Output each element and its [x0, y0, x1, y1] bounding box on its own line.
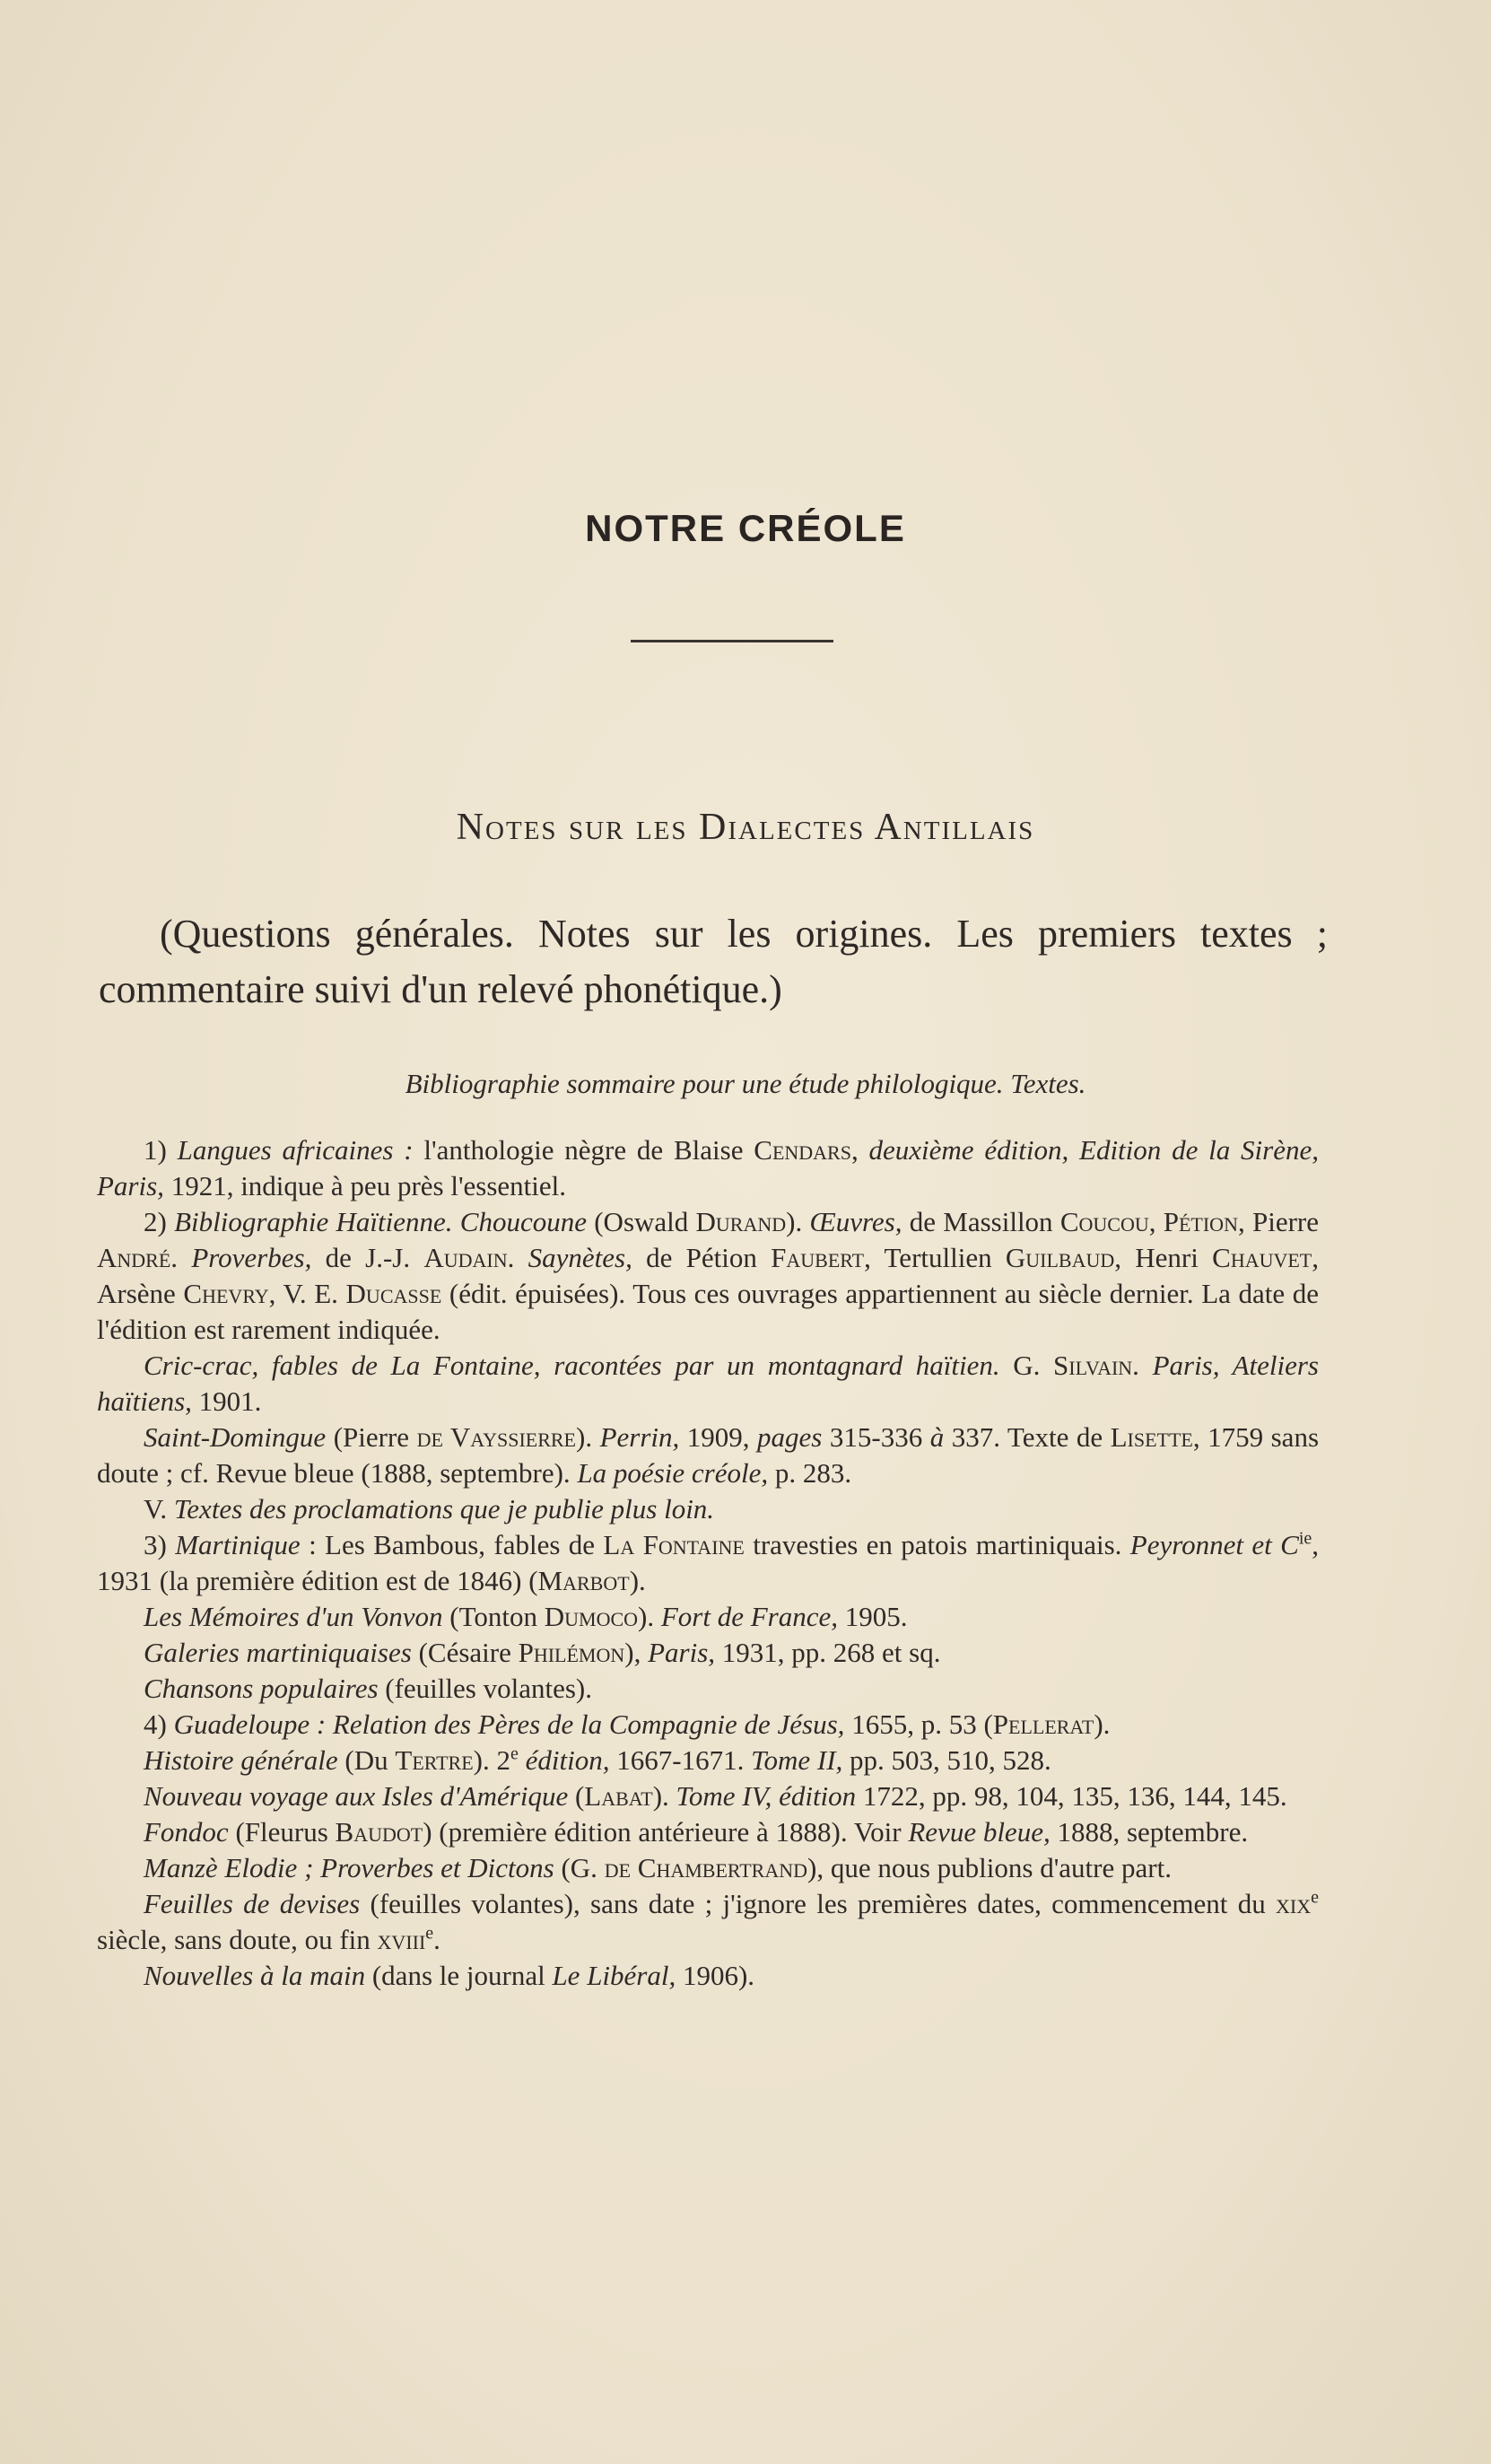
- bibliography-heading: Bibliographie sommaire pour une étude philologique. Textes.: [405, 1068, 1086, 1099]
- page-title: NOTRE CRÉOLE: [585, 507, 906, 549]
- entry-nouveau-voyage: Nouveau voyage aux Isles d'Amérique (Labat). Tome IV, édition 1722, pp. 98, 104, 135, 136, 144, 145.: [144, 1780, 1287, 1812]
- entry-martinique: 3) Martinique : Les Bambous, fables de La Fontaine travesties en patois martiniquais. Peyronnet et $C^{ie}$, 1931 (la première édition est de 1846) (Marbot).: [97, 1528, 1320, 1596]
- entry-memoires-vonvon: Les Mémoires d'un Vonvon (Tonton Dumoco). Fort de France, 1905.: [144, 1601, 908, 1632]
- entry-guadeloupe: 4) Guadeloupe : Relation des Pères de la Compagnie de Jésus, 1655, p. 53 (Pellerat).: [144, 1708, 1111, 1740]
- intro-paragraph: (Questions générales. Notes sur les origines. Les premiers textes ; commentaire suivi d'un relevé phonétique.): [99, 912, 1328, 1011]
- entry-galeries: Galeries martiniquaises (Césaire Philémon), Paris, 1931, pp. 268 et sq.: [144, 1637, 941, 1668]
- section-subtitle: Notes sur les Dialectes Antillais: [456, 807, 1035, 848]
- entry-chansons: Chansons populaires (feuilles volantes).: [144, 1673, 592, 1704]
- bibliography-list: [97, 1132, 1319, 1994]
- entry-feuilles-devises: Feuilles de devises (feuilles volantes), sans date ; j'ignore les premières dates, commencement du xix$^e$ siècle, sans doute, ou fin xviii$^e$.: [97, 1887, 1319, 1955]
- entry-manze-elodie: Manzè Elodie ; Proverbes et Dictons (G. de Chambertrand), que nous publions d'autre part.: [144, 1852, 1172, 1883]
- entry-african-languages: 1) Langues africaines : l'anthologie nègre de Blaise Cendars, deuxième édition, Edition de la Sirène, Paris, 1921, indique à peu près l'essentiel.: [97, 1134, 1319, 1201]
- title-divider: [631, 640, 833, 642]
- entry-proclamations: V. Textes des proclamations que je publie plus loin.: [144, 1493, 715, 1525]
- entry-saint-domingue: Saint-Domingue (Pierre de Vayssierre). Perrin, 1909, pages 315-336 à 337. Texte de Lisette, 1759 sans doute ; cf. Revue bleue (1888, septembre). La poésie créole, p. 283.: [97, 1421, 1320, 1489]
- entry-fondoc: Fondoc (Fleurus Baudot) (première édition antérieure à 1888). Voir Revue bleue, 1888, septembre.: [144, 1816, 1249, 1848]
- entry-cric-crac: Cric-crac, fables de La Fontaine, racontées par un montagnard haïtien. G. Silvain. Paris, Ateliers haïtiens, 1901.: [97, 1350, 1319, 1417]
- entry-histoire-generale: Histoire générale (Du Tertre). 2e édition, 1667-1671. Tome II, pp. 503, 510, 528.: [144, 1743, 1051, 1776]
- entry-haiti-bibliography: 2) Bibliographie Haïtienne. Choucoune (Oswald Durand). Œuvres, de Massillon Coucou, Pétion, Pierre André. Proverbes, de J.-J. Audain. Saynètes, de Pétion Faubert, Tertullien Guilbaud, Henri Chauvet, Arsène Chevry, V. E. Ducasse (édit. épuisées). Tous ces ouvrages appartiennent au siècle dernier. La date de l'édition est rarement indiquée.: [97, 1206, 1320, 1345]
- entry-nouvelles: Nouvelles à la main (dans le journal Le Libéral, 1906).: [144, 1960, 755, 1991]
